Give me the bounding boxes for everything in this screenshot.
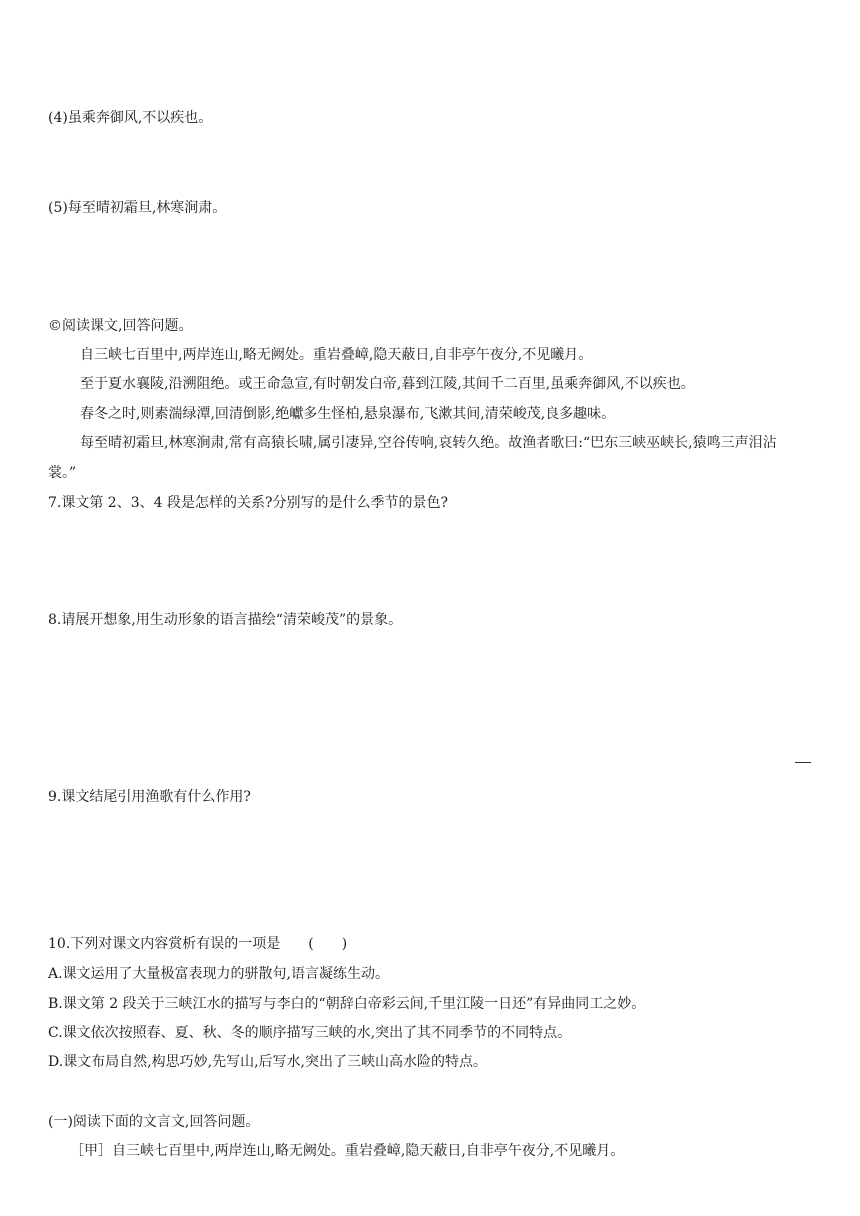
paragraph-1: 自三峡七百里中,两岸连山,略无阙处。重岩叠嶂,隐天蔽日,自非亭午夜分,不见曦月。 — [80, 347, 593, 363]
classical-heading: (一)阅读下面的文言文,回答问题。 — [48, 1114, 260, 1130]
question-10-option-d: D.课文布局自然,构思巧妙,先写山,后写水,突出了三峡山高水险的特点。 — [48, 1054, 487, 1070]
question-10-stem: 10.下列对课文内容赏析有误的一项是 ( ) — [48, 936, 348, 952]
paragraph-3: 春冬之时,则素湍绿潭,回清倒影,绝巘多生怪柏,悬泉瀑布,飞漱其间,清荣峻茂,良多趣味。 — [80, 406, 616, 422]
classical-jia-text: ［甲］自三峡七百里中,两岸连山,略无阙处。重岩叠嶂,隐天蔽日,自非亭午夜分,不见曦月。 — [70, 1143, 625, 1159]
paragraph-4: 每至晴初霜旦,林寒涧肃,常有高猿长啸,属引凄异,空谷传响,哀转久绝。故渔者歌曰:“巴东三峡巫峡长,猿鸣三声泪沾裳。” — [48, 435, 777, 481]
page-dash — [795, 762, 811, 763]
reading-intro: ©阅读课文,回答问题。 — [48, 318, 193, 334]
translate-item-4: (4)虽乘奔御风,不以疾也。 — [48, 110, 213, 126]
question-7: 7.课文第 2、3、4 段是怎样的关系?分别写的是什么季节的景色? — [48, 495, 448, 511]
question-10-option-c: C.课文依次按照春、夏、秋、冬的顺序描写三峡的水,突出了其不同季节的不同特点。 — [48, 1025, 572, 1041]
question-8: 8.请展开想象,用生动形象的语言描绘“清荣峻茂”的景象。 — [48, 612, 403, 628]
question-10-option-a: A.课文运用了大量极富表现力的骈散句,语言凝练生动。 — [48, 966, 390, 982]
translate-item-5: (5)每至晴初霜旦,林寒涧肃。 — [48, 200, 227, 216]
question-10-option-b: B.课文第 2 段关于三峡江水的描写与李白的“朝辞白帝彩云间,千里江陵一日还”有异曲同工之妙。 — [48, 996, 646, 1012]
paragraph-2: 至于夏水襄陵,沿溯阻绝。或王命急宣,有时朝发白帝,暮到江陵,其间千二百里,虽乘奔御风,不以疾也。 — [80, 376, 695, 392]
question-9: 9.课文结尾引用渔歌有什么作用? — [48, 789, 251, 805]
